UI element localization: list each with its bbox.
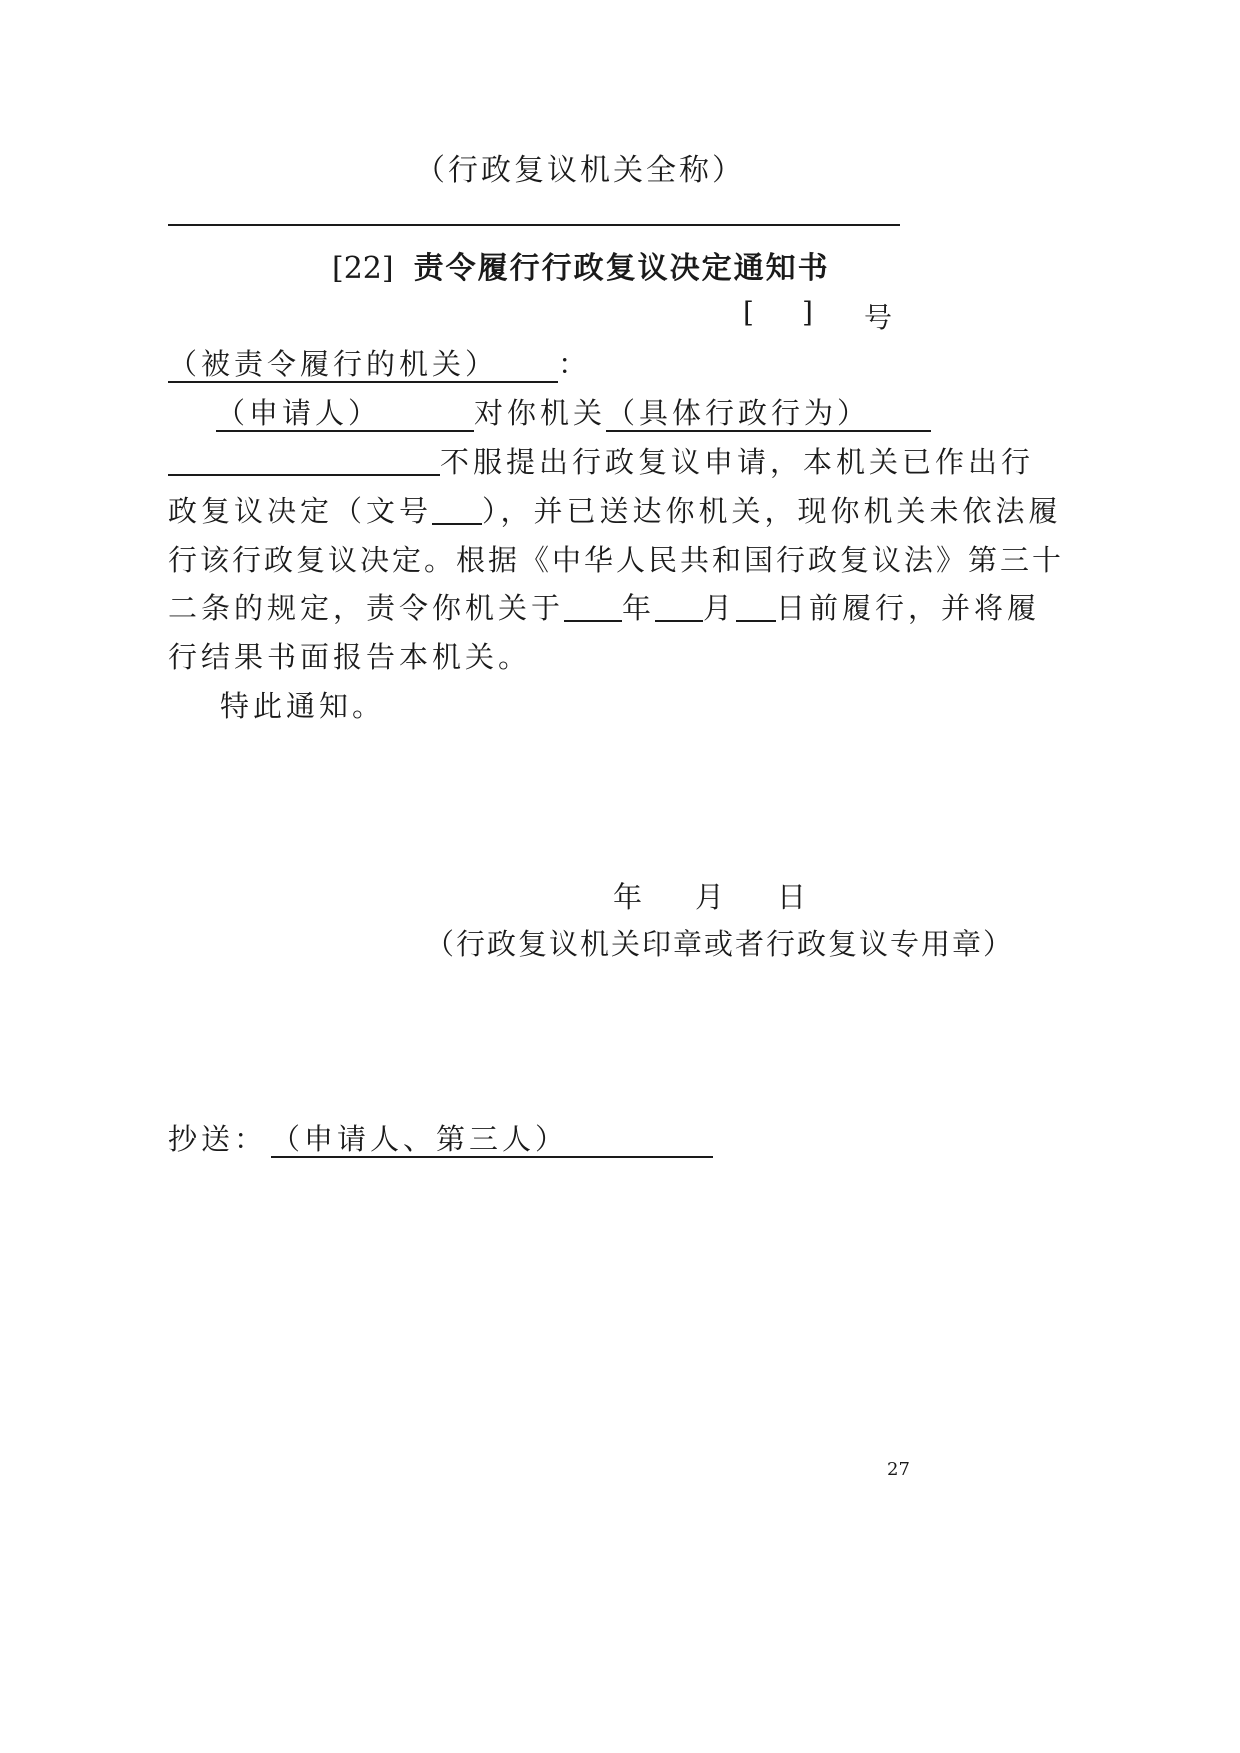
doc-number-close-bracket: ] <box>802 296 813 329</box>
title-text: 责令履行行政复议决定通知书 <box>413 251 830 286</box>
authority-name: （行政复议机关全称） <box>415 153 745 188</box>
cc-recipients-field[interactable] <box>271 1123 713 1158</box>
document-title <box>332 243 830 287</box>
body-line-5-b: 日前履行，并将履 <box>776 591 1041 625</box>
cc-label: 抄送： <box>168 1122 268 1156</box>
addressee-placeholder: （被责令履行的机关） <box>168 347 499 381</box>
year-label: 年 <box>622 591 656 625</box>
doc-number-open-bracket: [ <box>743 296 754 329</box>
body-line-1-text: 对你机关 <box>474 396 607 430</box>
body-line-2-text: 不服提出行政复议申请，本机关已作出行 <box>440 445 1035 479</box>
seal-note: （行政复议机关印章或者行政复议专用章） <box>425 927 1015 961</box>
header-divider <box>168 224 900 226</box>
deadline-day-field[interactable] <box>736 592 776 622</box>
applicant-placeholder: （申请人） <box>216 396 382 430</box>
body-line-5 <box>168 586 1040 627</box>
applicant-field[interactable] <box>216 397 474 432</box>
deadline-month-field[interactable] <box>655 592 703 622</box>
cc-recipients: （申请人、第三人） <box>271 1122 569 1156</box>
cc-line <box>168 1117 713 1158</box>
signature-date: 年 月 日 <box>613 880 819 914</box>
body-line-4: 行该行政复议决定。根据《中华人民共和国行政复议法》第三十 <box>168 543 1065 577</box>
month-label: 月 <box>703 591 737 625</box>
closing-text: 特此通知。 <box>220 689 386 723</box>
body-line-2 <box>168 440 1034 481</box>
addressee-field[interactable] <box>168 348 558 383</box>
addressee-colon: ： <box>558 347 592 381</box>
doc-number-suffix: 号 <box>864 301 893 334</box>
body-line-3 <box>168 489 1062 530</box>
decision-number-field[interactable] <box>432 495 482 525</box>
deadline-year-field[interactable] <box>564 592 622 622</box>
addressee-line <box>168 342 591 383</box>
action-field[interactable] <box>606 397 931 432</box>
action-placeholder: （具体行政行为） <box>606 396 871 430</box>
body-line-3-b: ），并已送达你机关，现你机关未依法履 <box>482 494 1062 528</box>
body-line-5-a: 二条的规定，责令你机关于 <box>168 591 565 625</box>
body-line-1 <box>216 391 931 432</box>
title-number: [22] <box>332 251 394 286</box>
page-number: 27 <box>887 1459 910 1480</box>
action-continuation-field[interactable] <box>168 446 440 476</box>
body-line-3-a: 政复议决定（文号 <box>168 494 433 528</box>
body-line-6: 行结果书面报告本机关。 <box>168 640 532 674</box>
